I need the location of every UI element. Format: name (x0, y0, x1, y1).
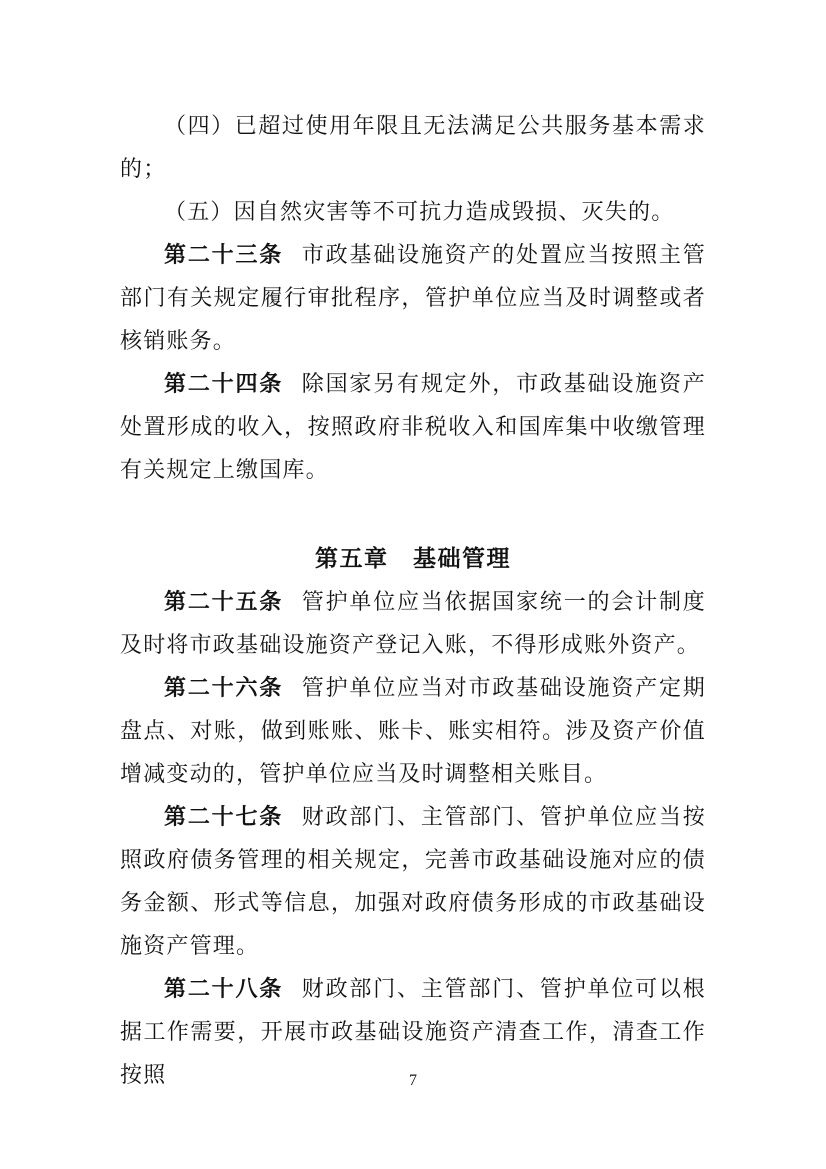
article-text: 管护单位应当依据国家统一的会计制度及时将市政基础设施资产登记入账，不得形成账外资产。 (120, 589, 706, 657)
article-number: 第二十三条 (164, 242, 284, 267)
page-number: 7 (409, 1072, 417, 1089)
article-number: 第二十六条 (164, 675, 284, 700)
article-text: 市政基础设施资产的处置应当按照主管部门有关规定履行审批程序，管护单位应当及时调整或者核销账务。 (120, 242, 706, 353)
article-text: 管护单位应当对市政基础设施资产定期盘点、对账，做到账账、账卡、账实相符。涉及资产价值增减变动的，管护单位应当及时调整相关账目。 (120, 675, 706, 786)
article-25-paragraph (120, 580, 706, 666)
chapter-heading: 第五章 基础管理 (315, 546, 511, 571)
clause-item-5 (120, 190, 706, 233)
clause-text: （五）因自然灾害等不可抗力造成毁损、灭失的。 (164, 199, 675, 224)
article-text: 财政部门、主管部门、管护单位可以根据工作需要，开展市政基础设施资产清查工作，清查工作按照 (120, 976, 706, 1087)
article-text: 除国家另有规定外，市政基础设施资产处置形成的收入，按照政府非税收入和国库集中收缴管理有关规定上缴国库。 (120, 371, 706, 482)
article-23-paragraph (120, 233, 706, 362)
article-26-paragraph (120, 666, 706, 795)
article-number: 第二十五条 (164, 589, 284, 614)
clause-text: （四）已超过使用年限且无法满足公共服务基本需求的； (120, 113, 706, 181)
article-27-paragraph (120, 795, 706, 967)
clause-item-4 (120, 104, 706, 190)
article-number: 第二十七条 (164, 804, 284, 829)
article-text: 财政部门、主管部门、管护单位应当按照政府债务管理的相关规定，完善市政基础设施对应的债务金额、形式等信息，加强对政府债务形成的市政基础设施资产管理。 (120, 804, 706, 958)
document-body (120, 104, 706, 1096)
article-number: 第二十四条 (164, 371, 284, 396)
article-24-paragraph (120, 362, 706, 491)
article-number: 第二十八条 (164, 976, 284, 1001)
